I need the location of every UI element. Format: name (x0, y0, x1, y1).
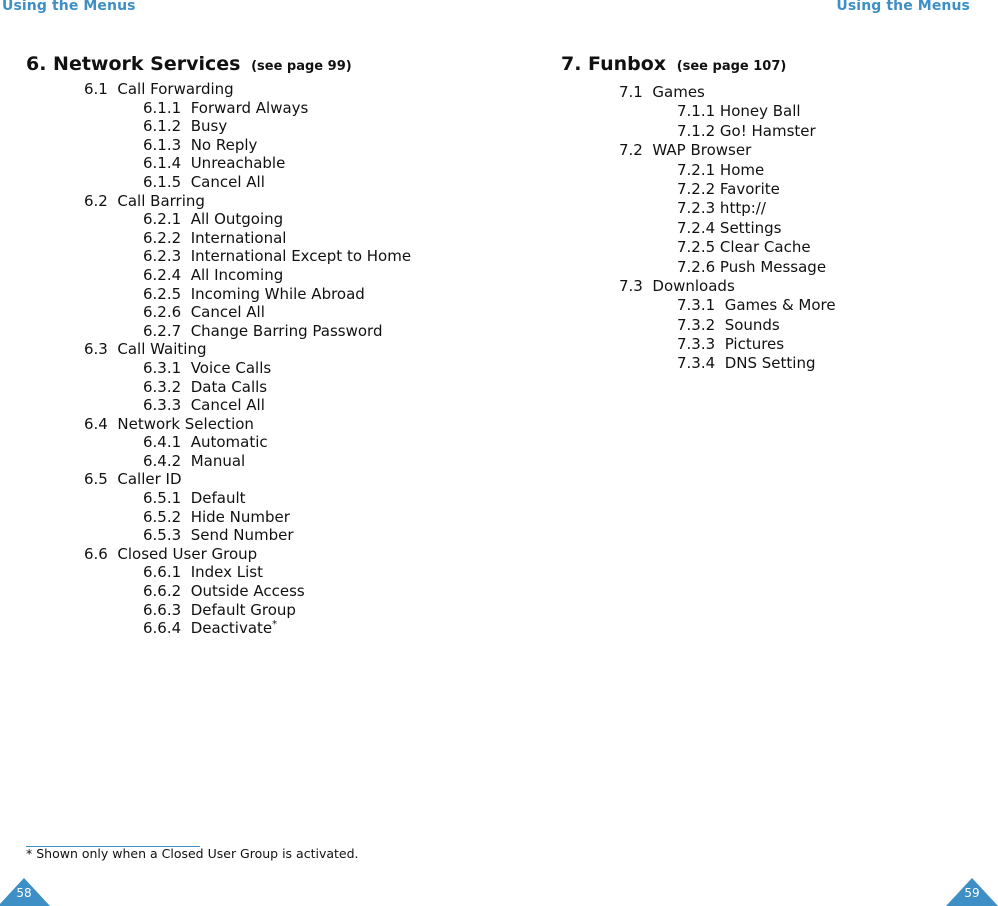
menu-item (619, 141, 836, 160)
menu-item-label: 6.2.4 All Incoming (143, 265, 284, 284)
menu-item-label: 7.3.3 Pictures (677, 335, 785, 354)
footnote: * Shown only when a Closed User Group is activated. (26, 846, 359, 861)
menu-item-label: 6.3.2 Data Calls (143, 377, 268, 396)
submenu-item (84, 508, 411, 527)
menu-item-label: 6.5.2 Hide Number (143, 507, 290, 526)
menu-item-label: 7.2.2 Favorite (677, 179, 780, 198)
menu-item-label: 6.4.2 Manual (143, 451, 246, 470)
menu-item-label: 7.2.3 http:// (677, 199, 766, 218)
submenu-item (84, 526, 411, 545)
submenu-item (84, 154, 411, 173)
menu-item-label: 6.3.1 Voice Calls (143, 358, 272, 377)
menu-item-label: 6.3 Call Waiting (84, 340, 207, 359)
menu-item (84, 340, 411, 359)
menu-item-label: 6.3.3 Cancel All (143, 396, 265, 415)
submenu-item (84, 359, 411, 378)
submenu-item (84, 582, 411, 601)
menu-item-label: 6.6 Closed User Group (84, 544, 258, 563)
submenu-item (84, 452, 411, 471)
menu-item-label: 7.2.1 Home (677, 160, 765, 179)
menu-item-label: 6.1.1 Forward Always (143, 98, 309, 117)
menu-item-label: 6.1.2 Busy (143, 117, 228, 136)
menu-item-label: 6.5 Caller ID (84, 470, 182, 489)
menu-item (84, 415, 411, 434)
menu-item (619, 277, 836, 296)
funbox-menu-list (619, 83, 836, 374)
submenu-item (619, 258, 836, 277)
menu-item-label: 6.1 Call Forwarding (84, 80, 234, 98)
menu-item-label: 6.6.1 Index List (143, 563, 263, 582)
menu-item-label: 6.2 Call Barring (84, 191, 205, 210)
submenu-item (84, 247, 411, 266)
network-services-menu-list (84, 80, 411, 638)
submenu-item (619, 122, 836, 141)
page-number-right: 59 (964, 886, 980, 900)
section-6-heading: 6. Network Services (26, 53, 241, 75)
menu-item-label: 7.3 Downloads (619, 276, 735, 295)
section-6-title (26, 53, 352, 75)
menu-item-label: 6.1.4 Unreachable (143, 154, 286, 173)
section-7-title (561, 53, 786, 75)
menu-item-label: 6.6.2 Outside Access (143, 582, 305, 601)
menu-item (619, 83, 836, 102)
menu-item-label: 6.2.5 Incoming While Abroad (143, 284, 365, 303)
submenu-item (84, 396, 411, 415)
submenu-item (619, 354, 836, 373)
menu-item-label: 7.3.1 Games & More (677, 296, 836, 315)
submenu-item (84, 322, 411, 341)
submenu-item (84, 601, 411, 620)
page-number-left-badge (0, 878, 50, 906)
running-header-right: Using the Menus (836, 0, 970, 14)
menu-item-label: 6.6.3 Default Group (143, 600, 296, 619)
submenu-item (619, 238, 836, 257)
menu-item-label: 7.2.5 Clear Cache (677, 238, 811, 257)
menu-item-label: 6.2.6 Cancel All (143, 303, 265, 322)
page-number-left: 58 (16, 886, 32, 900)
submenu-item (619, 161, 836, 180)
section-7-heading: 7. Funbox (561, 53, 667, 75)
menu-item (84, 80, 411, 99)
menu-item-label: 7.2.4 Settings (677, 218, 782, 237)
submenu-item (619, 180, 836, 199)
submenu-item (84, 99, 411, 118)
submenu-item (84, 117, 411, 136)
submenu-item (84, 619, 411, 638)
submenu-item (84, 378, 411, 397)
submenu-item (84, 136, 411, 155)
section-6-page-ref: (see page 99) (251, 59, 352, 74)
menu-item-label: 6.2.1 All Outgoing (143, 210, 284, 229)
menu-item-label: 6.5.1 Default (143, 489, 246, 508)
menu-item-label: 7.3.2 Sounds (677, 315, 780, 334)
menu-item-label: 6.2.7 Change Barring Password (143, 321, 383, 340)
menu-item-label: 7.1 Games (619, 83, 705, 101)
menu-item-label: 7.2.6 Push Message (677, 257, 827, 276)
submenu-item (619, 219, 836, 238)
menu-item-label: 7.1.1 Honey Ball (677, 102, 801, 121)
submenu-item (619, 199, 836, 218)
menu-item-label: 7.2 WAP Browser (619, 141, 752, 160)
submenu-item (84, 303, 411, 322)
menu-item-label: 6.4 Network Selection (84, 414, 254, 433)
menu-item-label: 6.2.3 International Except to Home (143, 247, 412, 266)
menu-item (84, 470, 411, 489)
page-number-right-badge (946, 878, 998, 906)
section-7-page-ref: (see page 107) (676, 59, 787, 74)
submenu-item (84, 285, 411, 304)
running-header-left: Using the Menus (2, 0, 136, 14)
submenu-item (84, 433, 411, 452)
menu-item-label: 6.6.4 Deactivate (143, 619, 273, 638)
menu-item-label: 6.2.2 International (143, 228, 287, 247)
menu-item-label: 7.3.4 DNS Setting (677, 354, 816, 373)
submenu-item (84, 173, 411, 192)
menu-item-label: 6.5.3 Send Number (143, 526, 294, 545)
submenu-item (619, 316, 836, 335)
menu-item-label: 7.1.2 Go! Hamster (677, 121, 816, 140)
submenu-item (84, 489, 411, 508)
submenu-item (619, 102, 836, 121)
footnote-marker: * (272, 619, 278, 631)
menu-item-label: 6.1.5 Cancel All (143, 172, 265, 191)
menu-item-label: 6.1.3 No Reply (143, 135, 258, 154)
menu-item (84, 545, 411, 564)
submenu-item (84, 266, 411, 285)
submenu-item (84, 210, 411, 229)
menu-item-label: 6.4.1 Automatic (143, 433, 268, 452)
submenu-item (84, 563, 411, 582)
submenu-item (619, 335, 836, 354)
submenu-item (619, 296, 836, 315)
menu-item (84, 192, 411, 211)
submenu-item (84, 229, 411, 248)
